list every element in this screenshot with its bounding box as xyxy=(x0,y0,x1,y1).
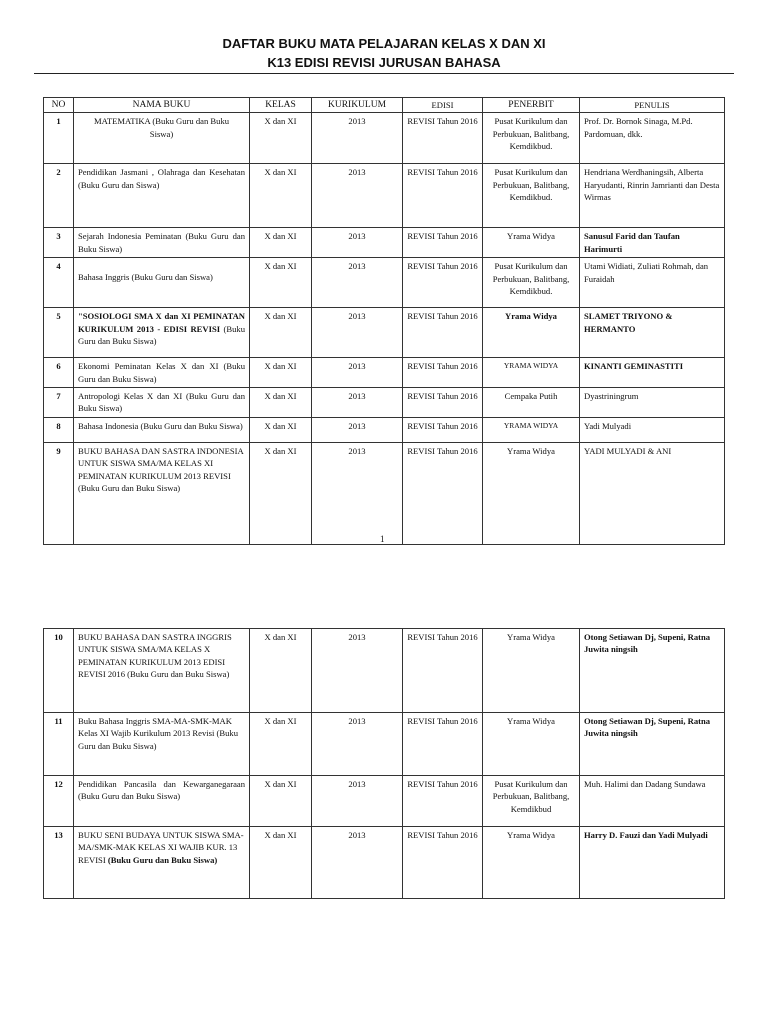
cell-nama-buku xyxy=(74,827,250,899)
cell-edisi: REVISI Tahun 2016 xyxy=(403,164,483,228)
cell-edisi: REVISI Tahun 2016 xyxy=(403,113,483,164)
cell-edisi: REVISI Tahun 2016 xyxy=(403,442,483,544)
cell-kurikulum: 2013 xyxy=(312,417,403,442)
cell-nama-buku: Buku Bahasa Inggris SMA-MA-SMK-MAK Kelas XI Wajib Kurikulum 2013 Revisi (Buku Guru dan Buku Siswa) xyxy=(74,713,250,776)
cell-kurikulum: 2013 xyxy=(312,308,403,358)
cell-nama-buku: MATEMATIKA (Buku Guru dan Buku Siswa) xyxy=(74,113,250,164)
title-underline xyxy=(34,73,734,74)
cell-penulis: Utami Widiati, Zuliati Rohmah, dan Furaidah xyxy=(580,258,725,308)
cell-edisi: REVISI Tahun 2016 xyxy=(403,713,483,776)
cell-penerbit: Yrama Widya xyxy=(483,442,580,544)
cell-nama-buku: Bahasa Inggris (Buku Guru dan Siswa) xyxy=(74,258,250,308)
cell-penerbit: Yrama Widya xyxy=(483,308,580,358)
cell-penulis: Prof. Dr. Bornok Sinaga, M.Pd. Pardomuan, dkk. xyxy=(580,113,725,164)
table-row xyxy=(44,228,725,258)
cell-penerbit: YRAMA WIDYA xyxy=(483,358,580,388)
cell-edisi: REVISI Tahun 2016 xyxy=(403,776,483,827)
cell-kurikulum: 2013 xyxy=(312,713,403,776)
cell-kurikulum: 2013 xyxy=(312,388,403,418)
table-header-row xyxy=(44,98,725,113)
cell-kelas: X dan XI xyxy=(250,228,312,258)
cell-no: 3 xyxy=(44,228,74,258)
cell-no: 1 xyxy=(44,113,74,164)
header-no: NO xyxy=(44,98,74,113)
table-row xyxy=(44,308,725,358)
cell-kelas: X dan XI xyxy=(250,629,312,713)
cell-penulis: Sanusul Farid dan Taufan Harimurti xyxy=(580,228,725,258)
cell-no: 9 xyxy=(44,442,74,544)
table-row xyxy=(44,629,725,713)
cell-penerbit: Yrama Widya xyxy=(483,827,580,899)
cell-penulis: Otong Setiawan Dj, Supeni, Ratna Juwita ningsih xyxy=(580,713,725,776)
cell-edisi: REVISI Tahun 2016 xyxy=(403,417,483,442)
cell-kelas: X dan XI xyxy=(250,713,312,776)
cell-penulis: Harry D. Fauzi dan Yadi Mulyadi xyxy=(580,827,725,899)
nama-buku-normal-part: BUKU SENI BUDAYA UNTUK SISWA SMA-MA/SMK-MAK KELAS XI WAJIB KUR. 13 REVISI xyxy=(78,830,244,865)
table-row xyxy=(44,113,725,164)
cell-penulis: Yadi Mulyadi xyxy=(580,417,725,442)
table-row xyxy=(44,827,725,899)
cell-nama-buku: Pendidikan Pancasila dan Kewarganegaraan (Buku Guru dan Buku Siswa) xyxy=(74,776,250,827)
cell-kelas: X dan XI xyxy=(250,258,312,308)
cell-kurikulum: 2013 xyxy=(312,442,403,544)
book-table-page1 xyxy=(43,97,725,545)
cell-kurikulum: 2013 xyxy=(312,164,403,228)
cell-penerbit: Pusat Kurikulum dan Perbukuan, Balitbang, Kemdikbud. xyxy=(483,164,580,228)
header-kelas: KELAS xyxy=(250,98,312,113)
cell-penulis: Dyastriningrum xyxy=(580,388,725,418)
cell-penerbit: Pusat Kurikulum dan Perbukuan, Balitbang, Kemdikbud. xyxy=(483,258,580,308)
cell-edisi: REVISI Tahun 2016 xyxy=(403,228,483,258)
cell-nama-buku: Ekonomi Peminatan Kelas X dan XI (Buku Guru dan Buku Siswa) xyxy=(74,358,250,388)
cell-no: 8 xyxy=(44,417,74,442)
document-title-line1: DAFTAR BUKU MATA PELAJARAN KELAS X DAN XI xyxy=(222,36,546,51)
header-nama-buku: NAMA BUKU xyxy=(74,98,250,113)
table-row xyxy=(44,358,725,388)
cell-edisi: REVISI Tahun 2016 xyxy=(403,258,483,308)
cell-edisi: REVISI Tahun 2016 xyxy=(403,358,483,388)
table-row xyxy=(44,776,725,827)
cell-kurikulum: 2013 xyxy=(312,113,403,164)
cell-kelas: X dan XI xyxy=(250,442,312,544)
cell-no: 6 xyxy=(44,358,74,388)
header-kurikulum: KURIKULUM xyxy=(312,98,403,113)
cell-edisi: REVISI Tahun 2016 xyxy=(403,827,483,899)
cell-penerbit: YRAMA WIDYA xyxy=(483,417,580,442)
cell-nama-buku: Antropologi Kelas X dan XI (Buku Guru dan Buku Siswa) xyxy=(74,388,250,418)
table-row xyxy=(44,417,725,442)
cell-penulis: Muh. Halimi dan Dadang Sundawa xyxy=(580,776,725,827)
cell-kurikulum: 2013 xyxy=(312,258,403,308)
table-row xyxy=(44,164,725,228)
header-penulis: PENULIS xyxy=(580,98,725,113)
book-table-page2 xyxy=(43,628,725,899)
cell-nama-buku: BUKU BAHASA DAN SASTRA INGGRIS UNTUK SISWA SMA/MA KELAS X PEMINATAN KURIKULUM 2013 EDISI REVISI 2016 (Buku Guru dan Buku Siswa) xyxy=(74,629,250,713)
page-number: 1 xyxy=(380,534,385,544)
cell-edisi: REVISI Tahun 2016 xyxy=(403,388,483,418)
cell-kelas: X dan XI xyxy=(250,113,312,164)
cell-kelas: X dan XI xyxy=(250,388,312,418)
cell-penulis: YADI MULYADI & ANI xyxy=(580,442,725,544)
cell-kelas: X dan XI xyxy=(250,308,312,358)
nama-buku-bold-part: "SOSIOLOGI SMA X dan XI PEMINATAN KURIKULUM 2013 - EDISI REVISI xyxy=(78,311,245,334)
nama-buku-normal-part: (Buku Guru dan Buku Siswa) xyxy=(78,323,245,347)
cell-edisi: REVISI Tahun 2016 xyxy=(403,308,483,358)
cell-kelas: X dan XI xyxy=(250,417,312,442)
cell-kelas: X dan XI xyxy=(250,164,312,228)
cell-penerbit: Pusat Kurikulum dan Perbukuan, Balitbang, Kemdikbud. xyxy=(483,113,580,164)
cell-penulis: KINANTI GEMINASTITI xyxy=(580,358,725,388)
cell-nama-buku: Pendidikan Jasmani , Olahraga dan Kesehatan (Buku Guru dan Siswa) xyxy=(74,164,250,228)
header-penerbit: PENERBIT xyxy=(483,98,580,113)
cell-penerbit: Yrama Widya xyxy=(483,713,580,776)
cell-nama-buku: BUKU BAHASA DAN SASTRA INDONESIA UNTUK SISWA SMA/MA KELAS XI PEMINATAN KURIKULUM 2013 REVISI (Buku Guru dan Buku Siswa) xyxy=(74,442,250,544)
cell-no: 4 xyxy=(44,258,74,308)
nama-buku-bold-part: (Buku Guru dan Buku Siswa) xyxy=(107,854,218,865)
cell-kurikulum: 2013 xyxy=(312,827,403,899)
cell-penerbit: Yrama Widya xyxy=(483,629,580,713)
cell-nama-buku: Sejarah Indonesia Peminatan (Buku Guru dan Buku Siswa) xyxy=(74,228,250,258)
table-row xyxy=(44,258,725,308)
header-edisi: EDISI xyxy=(403,98,483,113)
cell-nama-buku: Bahasa Indonesia (Buku Guru dan Buku Siswa) xyxy=(74,417,250,442)
cell-kurikulum: 2013 xyxy=(312,358,403,388)
table-row xyxy=(44,442,725,544)
cell-penulis: Otong Setiawan Dj, Supeni, Ratna Juwita ningsih xyxy=(580,629,725,713)
cell-no: 2 xyxy=(44,164,74,228)
cell-no: 7 xyxy=(44,388,74,418)
cell-kelas: X dan XI xyxy=(250,358,312,388)
cell-penerbit: Pusat Kurikulum dan Perbukuan, Balitbang, Kemdikbud xyxy=(483,776,580,827)
cell-edisi: REVISI Tahun 2016 xyxy=(403,629,483,713)
cell-kelas: X dan XI xyxy=(250,776,312,827)
cell-penulis: Hendriana Werdhaningsih, Alberta Haryudanti, Rinrin Jamrianti dan Desta Wirmas xyxy=(580,164,725,228)
table-row xyxy=(44,713,725,776)
table-row xyxy=(44,388,725,418)
cell-kurikulum: 2013 xyxy=(312,629,403,713)
cell-penerbit: Cempaka Putih xyxy=(483,388,580,418)
cell-penerbit: Yrama Widya xyxy=(483,228,580,258)
document-title-line2: K13 EDISI REVISI JURUSAN BAHASA xyxy=(267,55,501,70)
cell-no: 11 xyxy=(44,713,74,776)
cell-kurikulum: 2013 xyxy=(312,228,403,258)
cell-no: 5 xyxy=(44,308,74,358)
cell-kelas: X dan XI xyxy=(250,827,312,899)
cell-nama-buku xyxy=(74,308,250,358)
cell-penulis: SLAMET TRIYONO & HERMANTO xyxy=(580,308,725,358)
cell-no: 13 xyxy=(44,827,74,899)
cell-kurikulum: 2013 xyxy=(312,776,403,827)
cell-no: 10 xyxy=(44,629,74,713)
cell-no: 12 xyxy=(44,776,74,827)
